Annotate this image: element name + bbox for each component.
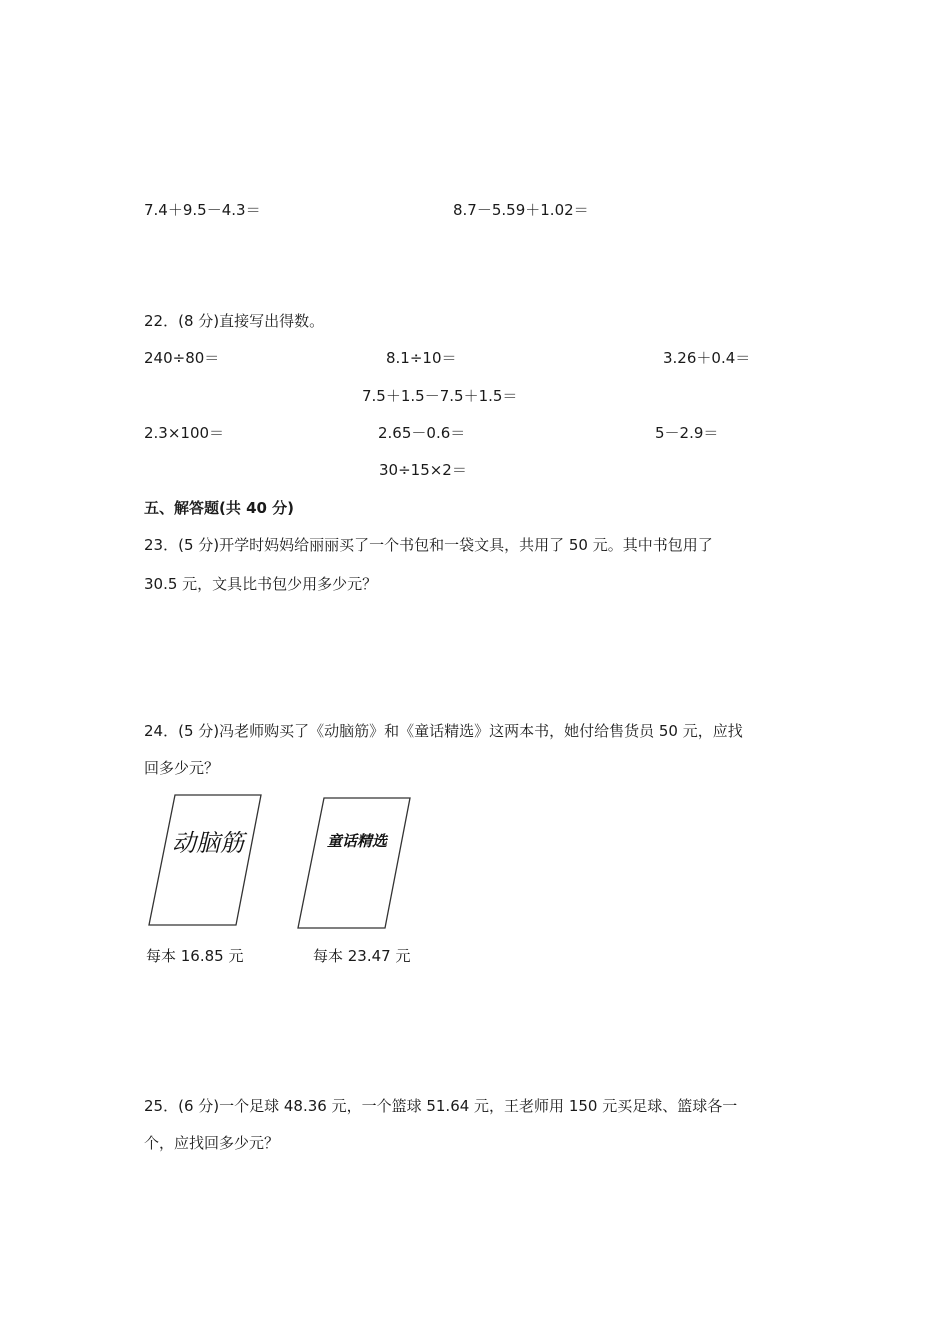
book-illustration-tonghua-jingxuan: [295, 796, 413, 930]
question-25-line-2: 个，应找回多少元？: [144, 1134, 280, 1152]
q22-expression-2-65-minus: 2.65－0.6＝: [378, 424, 466, 442]
q22-expression-5-minus-2-9: 5－2.9＝: [655, 424, 719, 442]
section-5-title: 五、解答题(共 40 分): [144, 499, 295, 517]
q22-expression-8-1-div-10: 8.1÷10＝: [386, 349, 457, 367]
question-22-title: 22．(8 分)直接写出得数。: [144, 312, 325, 330]
book-1-title: 动脑筋: [172, 829, 244, 857]
question-24-line-1: 24．(5 分)冯老师购买了《动脑筋》和《童话精选》这两本书，她付给售货员 50 元，应找: [144, 722, 743, 740]
book-illustration-dongnaojin: [146, 793, 264, 927]
book-2-price: 每本 23.47 元: [313, 947, 411, 965]
expression-7-4-plus: 7.4＋9.5－4.3＝: [144, 201, 261, 219]
question-25-line-1: 25．(6 分)一个足球 48.36 元，一个篮球 51.64 元，王老师用 150 元买足球、篮球各一: [144, 1097, 738, 1115]
q22-expression-240-div-80: 240÷80＝: [144, 349, 220, 367]
q22-expression-30-div-15: 30÷15×2＝: [379, 461, 467, 479]
expression-8-7-minus: 8.7－5.59＋1.02＝: [453, 201, 589, 219]
book-1-price: 每本 16.85 元: [146, 947, 244, 965]
q22-expression-3-26-plus: 3.26＋0.4＝: [663, 349, 751, 367]
q22-expression-2-3-times-100: 2.3×100＝: [144, 424, 225, 442]
book-2-title: 童话精选: [326, 832, 388, 850]
question-23-line-2: 30.5 元，文具比书包少用多少元？: [144, 575, 378, 593]
question-24-line-2: 回多少元？: [144, 759, 220, 777]
q22-expression-7-5-plus: 7.5＋1.5－7.5＋1.5＝: [362, 387, 518, 405]
question-23-line-1: 23．(5 分)开学时妈妈给丽丽买了一个书包和一袋文具，共用了 50 元。其中书包用了: [144, 536, 713, 554]
